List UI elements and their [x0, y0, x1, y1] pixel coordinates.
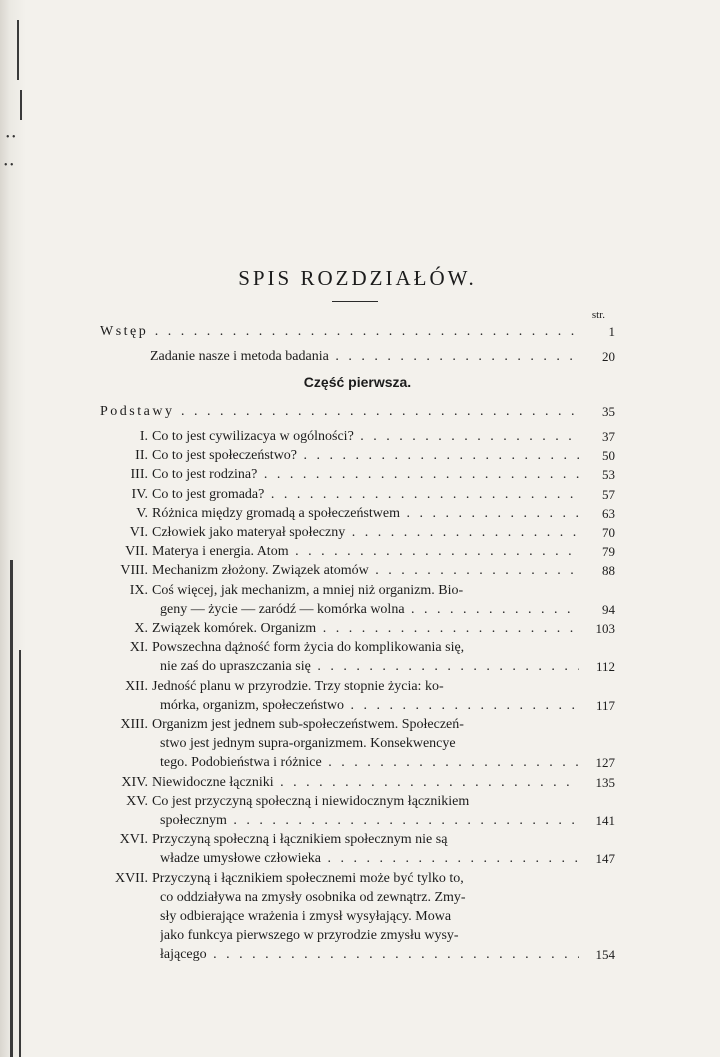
toc-entry-intro-sub [100, 347, 615, 367]
chapter-title-line: Coś więcej, jak mechanizm, a mniej niż organizm. Bio- [152, 582, 464, 598]
binding-mark [19, 650, 21, 1057]
chapter-title-line: nie zaś do upraszczania się . . . [160, 657, 579, 677]
chapter-page: 117 [595, 697, 615, 713]
entry-text: Zadanie nasze i metoda badania . . . [150, 347, 579, 367]
toc-entry-line [100, 869, 615, 889]
chapter-title-line: jako funkcya pierwszego w przyrodzie zmysłu wysy- [160, 928, 459, 944]
chapter-page: 94 [602, 601, 615, 617]
chapter-number: IV. [131, 486, 148, 502]
chapter-title-line: Człowiek jako materyał społeczny . . . [152, 523, 579, 543]
title-rule [332, 301, 378, 302]
chapter-title-line: geny — życie — zaródź — komórka wolna . . . [160, 600, 579, 620]
chapter-number: V. [136, 505, 148, 521]
toc-entry-line [100, 581, 615, 601]
chapter-title-line: mórka, organizm, społeczeństwo . . . [160, 696, 579, 716]
chapter-number: XVII. [114, 870, 148, 886]
chapter-title-line: co oddziaływa na zmysły osobnika od zewnątrz. Zmy- [160, 889, 466, 905]
chapter-title-line: stwo jest jednym supra-organizmem. Konsekwencye [160, 736, 456, 752]
chapter-title-line: sły odbierające wrażenia i zmysł wysyłający. Mowa [160, 909, 452, 924]
entry-text: Podstawy . . . [100, 402, 579, 422]
entry-page: 20 [602, 349, 615, 364]
chapter-title-line: Jedność planu w przyrodzie. Trzy stopnie życia: ko- [152, 678, 444, 694]
binding-mark [17, 20, 19, 80]
chapter-page: 79 [602, 544, 615, 560]
entry-page: 35 [602, 404, 615, 419]
toc-entry-line [100, 600, 615, 620]
entry-text: Wstęp . . . [100, 322, 579, 342]
chapter-number: XIII. [120, 717, 148, 732]
toc-entry-line [100, 619, 615, 639]
chapter-title-line: łającego . . . [160, 945, 579, 965]
scan-speck: • • [6, 132, 16, 143]
binding-mark [10, 560, 13, 1057]
chapter-number: VIII. [120, 563, 148, 579]
page-column-label: str. [591, 309, 605, 321]
chapter-page: 135 [595, 774, 615, 790]
chapter-title-line: Przyczyną społeczną i łącznikiem społecznym nie są [152, 832, 448, 848]
chapter-title-line: Materya i energia. Atom . . . [152, 542, 579, 562]
chapter-page: 127 [595, 755, 615, 771]
chapter-number: III. [130, 467, 148, 483]
toc-entry-line [100, 792, 615, 812]
page-title: SPIS ROZDZIAŁÓW. [238, 266, 477, 290]
chapter-number: XVI. [119, 832, 148, 848]
toc-entry-line [100, 907, 615, 927]
toc-entry-line [100, 888, 615, 908]
toc-entry-intro [100, 322, 615, 342]
toc-entry-line [100, 657, 615, 677]
chapter-number: XII. [125, 678, 148, 694]
chapter-number: IX. [129, 582, 148, 598]
chapter-page: 50 [602, 448, 615, 464]
toc-entry-line [100, 830, 615, 850]
chapter-number: XIV. [121, 774, 148, 790]
chapter-page: 53 [602, 467, 615, 483]
toc-entry-line [100, 427, 615, 447]
toc-entry-line [100, 734, 615, 754]
toc-entry-line [100, 523, 615, 543]
toc-entry-line [100, 773, 615, 793]
binding-edge [0, 0, 26, 1057]
chapter-page: 147 [595, 851, 615, 867]
chapter-title-line: Przyczyną i łącznikiem społecznemi może być tylko to, [152, 870, 464, 886]
toc-entry-line [100, 715, 615, 735]
chapter-title-line: Organizm jest jednem sub-społeczeństwem. Społeczeń- [152, 717, 464, 732]
chapter-page: 154 [595, 947, 615, 963]
chapter-title-line: Co to jest rodzina? . . . [152, 465, 579, 485]
chapter-number: I. [139, 429, 148, 444]
chapter-page: 88 [602, 563, 615, 579]
chapter-page: 37 [602, 429, 615, 444]
chapter-title-line: Różnica między gromadą a społeczeństwem . . . [152, 504, 579, 524]
toc-entry-line [100, 677, 615, 697]
chapter-title-line: władze umysłowe człowieka . . . [160, 849, 579, 869]
toc-entry-line [100, 849, 615, 869]
toc-entry-line [100, 465, 615, 485]
chapter-title-line: Co to jest gromada? . . . [152, 485, 579, 505]
toc-entry-line [100, 753, 615, 773]
chapter-page: 70 [602, 525, 615, 540]
toc-entry-line [100, 561, 615, 581]
table-of-contents [100, 0, 615, 1057]
toc-entry-line [100, 696, 615, 716]
chapter-title-line: Co jest przyczyną społeczną i niewidocznym łącznikiem [152, 793, 470, 809]
toc-entry-line [100, 504, 615, 524]
chapter-page: 141 [595, 813, 615, 828]
chapter-number: X. [134, 621, 148, 636]
chapter-page: 63 [602, 505, 615, 521]
chapter-title-line: Mechanizm złożony. Związek atomów . . . [152, 561, 579, 581]
chapter-page: 103 [595, 621, 615, 636]
chapter-title-line: społecznym . . . [160, 811, 579, 831]
chapter-title-line: Powszechna dążność form życia do komplikowania się, [152, 640, 465, 656]
chapter-number: II. [135, 448, 148, 464]
toc-entry-part-lead [100, 402, 615, 422]
chapter-title-line: Co to jest społeczeństwo? . . . [152, 446, 579, 466]
chapter-title-line: tego. Podobieństwa i różnice . . . [160, 753, 579, 773]
toc-entry-line [100, 926, 615, 946]
toc-entry-line [100, 945, 615, 965]
toc-entry-line [100, 811, 615, 831]
entry-page: 1 [608, 324, 615, 339]
toc-entry-line [100, 638, 615, 658]
chapter-number: VI. [129, 525, 148, 540]
chapter-title-line: Niewidoczne łączniki . . . [152, 773, 579, 793]
part-heading: Część pierwsza. [303, 374, 412, 390]
toc-entry-line [100, 485, 615, 505]
chapter-number: XI. [129, 640, 148, 656]
chapter-number: XV. [126, 793, 148, 809]
chapter-title-line: Co to jest cywilizacya w ogólności? . . . [152, 427, 579, 447]
binding-mark [20, 90, 22, 120]
scan-speck: • • [4, 160, 14, 171]
chapter-page: 112 [595, 659, 615, 675]
chapter-page: 57 [602, 486, 615, 502]
chapter-title-line: Związek komórek. Organizm . . . [152, 619, 579, 639]
toc-entry-line [100, 542, 615, 562]
chapter-number: VII. [125, 544, 148, 560]
toc-entry-line [100, 446, 615, 466]
